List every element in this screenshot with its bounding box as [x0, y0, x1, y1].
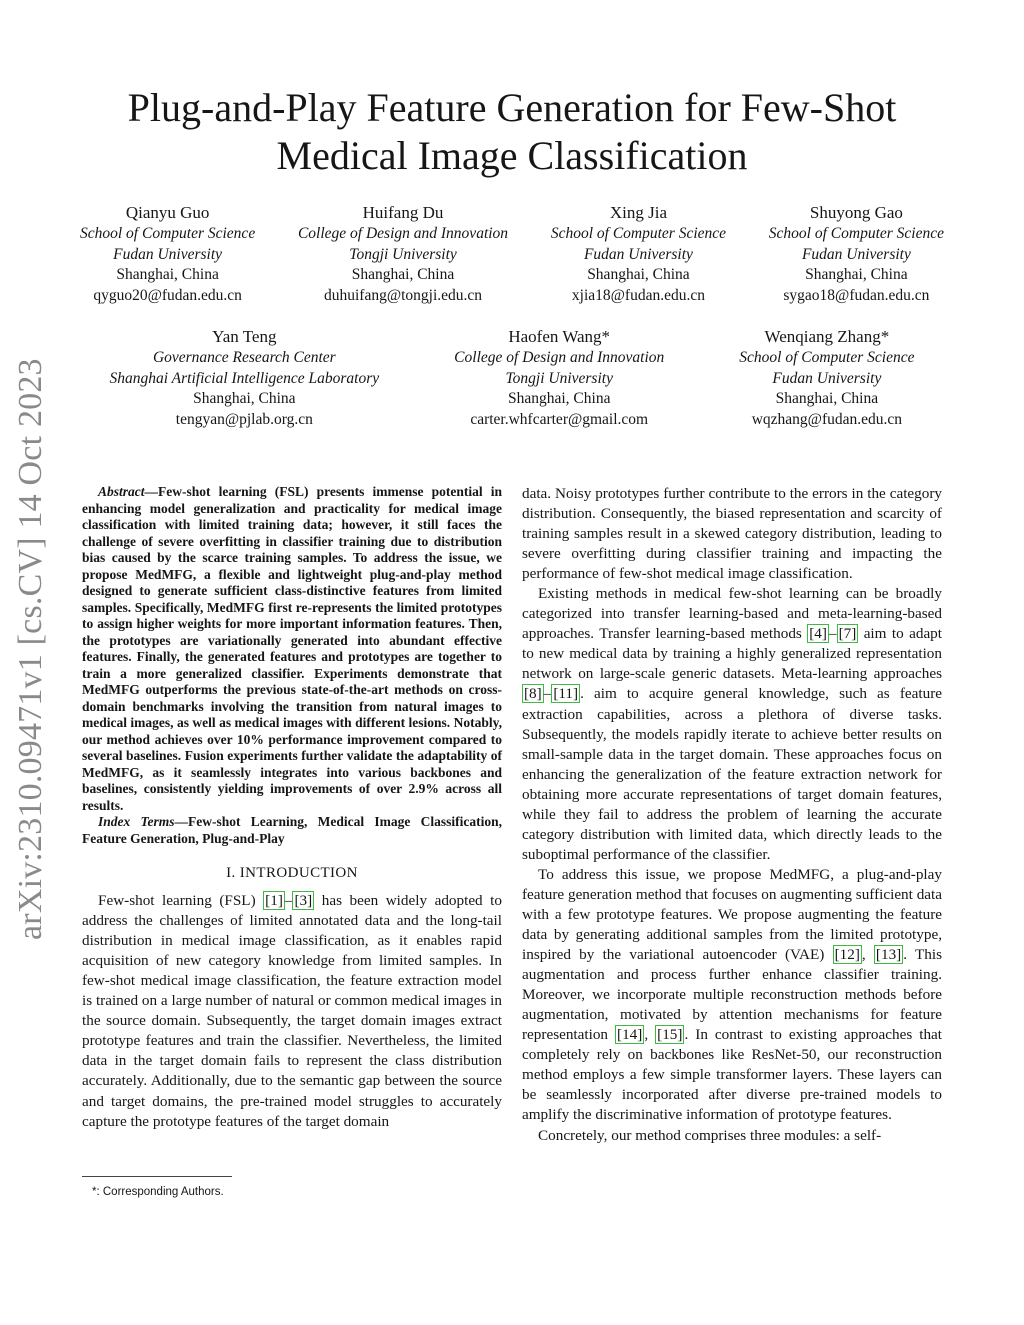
author-institution: Tongji University [349, 245, 457, 263]
author-institution: Fudan University [801, 245, 911, 263]
author-institution: Fudan University [113, 245, 223, 263]
author-name: Xing Jia [609, 203, 667, 222]
author-name: Wenqiang Zhang* [764, 327, 890, 346]
author-location: Shanghai, China [351, 266, 455, 283]
author-block [769, 202, 944, 306]
text-run: . aim to acquire general knowledge, such as feature extraction capabilities, across a plethora of diverse tasks. Subsequently, the models rapidly iterate to achieve better results on small-sample data in the target domain. These approaches focus on enhancing the generalization of the feature extraction network for obtaining more accurate representations of target domain features, while they fail to address the problem of learning the accurate category distribution with limited data, which directly leads to the suboptimal performance of the classifier. [522, 685, 942, 863]
index-terms-text: —Few-shot Learning, Medical Image Classification, Feature Generation, Plug-and-Play [82, 814, 502, 846]
arxiv-identifier: arXiv:2310.09471v1 [cs.CV] 14 Oct 2023 [12, 358, 49, 940]
author-affiliation: School of Computer Science [768, 225, 944, 242]
author-email: duhuifang@tongji.edu.cn [323, 286, 483, 304]
citation-link[interactable]: [3] [294, 892, 313, 910]
author-email: carter.whfcarter@gmail.com [470, 410, 649, 428]
author-block [551, 202, 726, 306]
text-run: has been widely adopted to address the challenges of limited annotated data and the long-tail distribution in medical image classification, as it enables rapid acquisition of new category knowledge from limited samples. In few-shot medical image classification, the feature extraction model is trained on a large number of natural or common medical images in the source domain. Subsequently, the target domain images extract prototype features and train the classifier. Nevertheless, the limited data in the target domain fails to represent the class distribution accurately. Additionally, due to the semantic gap between the source and target domains, the pre-trained model struggles to accurately capture the prototype features of the target domain [82, 892, 502, 1130]
author-block [454, 326, 664, 430]
citation-link[interactable]: [12] [834, 946, 860, 964]
author-affiliation: School of Computer Science [550, 225, 727, 242]
text-run: – [284, 892, 293, 910]
author-affiliation: College of Design and Innovation [454, 349, 665, 366]
author-name: Haofen Wang* [508, 327, 611, 346]
author-row-2 [72, 326, 952, 430]
author-email: xjia18@fudan.edu.cn [571, 286, 705, 304]
author-location: Shanghai, China [587, 266, 690, 283]
author-email: sygao18@fudan.edu.cn [783, 286, 930, 304]
text-run: – [828, 625, 837, 643]
citation-link[interactable]: [15] [657, 1026, 683, 1044]
footnote-divider [82, 1176, 232, 1177]
author-location: Shanghai, China [775, 390, 879, 407]
intro-paragraph-1-cont: data. Noisy prototypes further contribute to the errors in the category distribution. Consequently, the biased representation and scarcity of training samples result in a skewed category distribution, leading to severe overfitting during classifier training and impacting the performance of few-shot medical image classification. [522, 485, 942, 583]
right-column [522, 484, 942, 1146]
author-affiliation: School of Computer Science [80, 225, 256, 242]
author-email: tengyan@pjlab.org.cn [175, 410, 313, 428]
author-name: Yan Teng [212, 327, 277, 346]
abstract-text: —Few-shot learning (FSL) presents immense potential in enhancing model generalization and practicality for medical image classification with limited training data; however, it still faces the challenge of severe overfitting in classifier training due to distribution bias caused by the scarce training samples. To address the issue, we propose MedMFG, a flexible and lightweight plug-and-play method designed to generate sufficient class-distinctive features from limited samples. Specifically, MedMFG first re-represents the limited prototypes to assign higher weights for more important information features. Then, the prototypes are variationally generated into abundant effective features. Finally, the generated features and prototypes are together to train a more generalized classifier. Experiments demonstrate that MedMFG outperforms the previous state-of-the-art methods on cross-domain benchmarks involving the transition from natural images to medical images, as well as medical images with different lesions. Notably, our method achieves over 10% performance improvement compared to several baselines. Fusion experiments further validate the adaptability of MedMFG, as it seamlessly integrates into various backbones and baselines, consistently yielding improvements of over 2.9% across all results. [82, 484, 502, 813]
author-name: Huifang Du [362, 203, 444, 222]
text-run: . In contrast to existing approaches that completely rely on backbones like ResNet-50, our reconstruction method employs a few simple transformer layers. These layers can be seamlessly incorporated after diverse pre-trained models to amplify the discriminative information of prototype features. [522, 1026, 943, 1124]
citation-link[interactable]: [8] [524, 685, 542, 703]
author-email: wqzhang@fudan.edu.cn [751, 410, 903, 428]
intro-paragraph-3 [522, 865, 942, 1126]
left-column [82, 484, 502, 1132]
author-block [110, 326, 380, 430]
text-run: – [543, 685, 552, 703]
title-line-2: Medical Image Classification [276, 133, 748, 178]
text-run: aim to adapt to new medical data by training a highly generalized representation network on large-scale generic datasets. Meta-learning approaches [522, 625, 942, 683]
citation-link[interactable]: [14] [617, 1026, 643, 1044]
author-location: Shanghai, China [507, 390, 611, 407]
citation-link[interactable]: [11] [553, 685, 579, 703]
citation-link[interactable]: [13] [875, 946, 902, 964]
text-run: , [644, 1026, 656, 1044]
paper-title [60, 84, 964, 180]
intro-paragraph-1 [82, 891, 502, 1132]
intro-paragraph-2 [522, 584, 942, 865]
author-institution: Tongji University [505, 369, 613, 387]
text-run: Few-shot learning (FSL) [98, 892, 264, 910]
author-row-1 [80, 202, 944, 306]
author-affiliation: Governance Research Center [152, 349, 336, 366]
author-location: Shanghai, China [116, 266, 219, 283]
citation-link[interactable]: [7] [838, 625, 857, 643]
author-location: Shanghai, China [805, 266, 908, 283]
author-institution: Fudan University [583, 245, 693, 263]
index-terms [82, 814, 502, 847]
author-block [80, 202, 255, 306]
citation-link[interactable]: [1] [265, 892, 283, 910]
author-email: qyguo20@fudan.edu.cn [93, 286, 242, 304]
text-run: To address this issue, we propose MedMFG, a plug-and-play feature generation method that focuses on augmenting sufficient data with a few prototype features. We propose augmenting the feature data by generating additional samples from the limited prototype, inspired by the variational autoencoder (VAE) [522, 865, 942, 964]
author-institution: Fudan University [772, 369, 882, 387]
text-run: , [861, 946, 874, 964]
author-block [739, 326, 914, 430]
abstract-label: Abstract [98, 484, 145, 499]
text-run: Existing methods in medical few-shot learning can be broadly categorized into transfer learning-based and meta-learning-based approaches. Transfer learning-based methods [522, 585, 942, 643]
text-run: . This augmentation and process further enhance classifier training. Moreover, we incorporate multiple reconstruction methods before augmentation, motivated by attention mechanisms for feature representation [522, 946, 942, 1044]
author-affiliation: College of Design and Innovation [297, 225, 509, 242]
citation-link[interactable]: [4] [809, 625, 827, 643]
author-location: Shanghai, China [193, 390, 296, 407]
author-name: Shuyong Gao [809, 203, 903, 222]
title-line-1: Plug-and-Play Feature Generation for Few-Shot [127, 85, 897, 130]
author-name: Qianyu Guo [125, 203, 210, 222]
intro-paragraph-4: Concretely, our method comprises three modules: a self- [538, 1126, 882, 1144]
index-terms-label: Index Terms [98, 814, 175, 829]
author-block [298, 202, 508, 306]
footnote: *: Corresponding Authors. [92, 1186, 224, 1198]
abstract [82, 484, 502, 814]
section-heading: I. INTRODUCTION [226, 865, 358, 881]
author-institution: Shanghai Artificial Intelligence Laboratory [109, 369, 380, 387]
author-affiliation: School of Computer Science [739, 349, 915, 366]
